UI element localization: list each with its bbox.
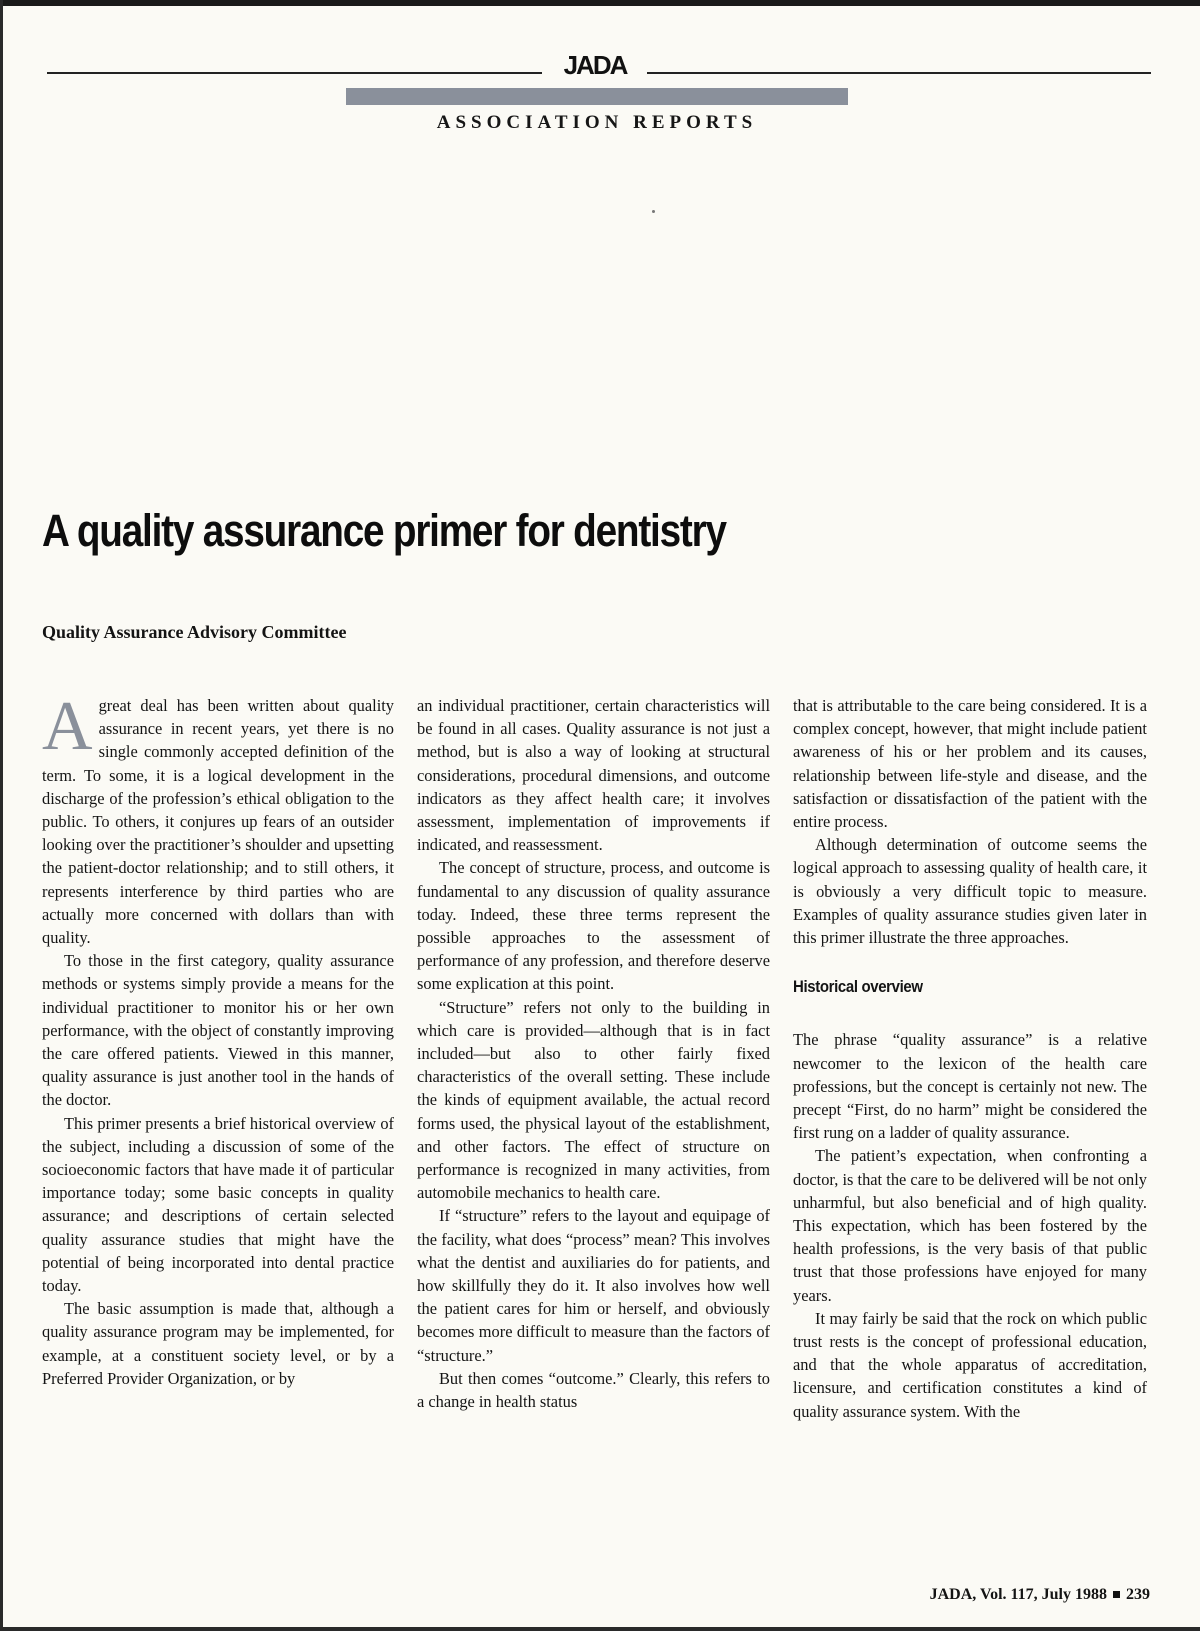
- footer-citation: JADA, Vol. 117, July 1988: [929, 1586, 1107, 1603]
- paragraph: But then comes “outcome.” Clearly, this refers to a change in health status: [417, 1368, 770, 1412]
- masthead: [47, 50, 1151, 80]
- paragraph-text: great deal has been written about quality assurance in recent years, yet there is no single commonly accepted definition of the term. To some, it is a logical development in the discharge of the profession’s ethical obligation to the public. To others, it conjures up fears of an outsider looking over the practitioner’s shoulder and upsetting the patient-doctor relationship; and to still others, it represents interference by third parties who are actually more concerned with dollars than with quality.: [42, 696, 394, 948]
- paragraph: This primer presents a brief historical overview of the subject, including a discussion of some of the socioeconomic factors that have made it of particular importance today; some basic concepts in quality assurance; and descriptions of certain selected quality assurance studies that might have the potential of being incorporated into dental practice today.: [42, 1113, 394, 1296]
- square-bullet-icon: [1113, 1591, 1120, 1598]
- masthead-rule-right: [647, 72, 1151, 74]
- paragraph: To those in the first category, quality assurance methods or systems simply provide a means for the individual practitioner to monitor his or her own performance, with the object of constantly improving the care offered patients. Viewed in this manner, quality assurance is just another tool in the hands of the doctor.: [42, 951, 394, 1110]
- paragraph: [42, 688, 394, 949]
- paragraph: “Structure” refers not only to the building in which care is provided—although that is in fact included—but also to other fairly fixed characteristics of the overall setting. These include the kinds of equipment available, the actual record forms used, the physical layout of the establishment, and other factors. The effect of structure on performance is recognized in many activities, from automobile mechanics to health care.: [417, 997, 770, 1203]
- page-number: 239: [1126, 1586, 1150, 1603]
- article-byline: Quality Assurance Advisory Committee: [42, 622, 347, 642]
- section-subhead: Historical overview: [793, 977, 923, 997]
- scan-edge-bottom: [0, 1627, 1200, 1631]
- paragraph: The concept of structure, process, and outcome is fundamental to any discussion of quality assurance today. Indeed, these three terms represent the possible approaches to the assessment of performance of any profession, and therefore deserve some explication at this point.: [417, 858, 770, 994]
- section-label: ASSOCIATION REPORTS: [436, 112, 758, 133]
- paragraph: The phrase “quality assurance” is a relative newcomer to the lexicon of the health care professions, but the concept is certainly not new. The precept “First, do no harm” might be considered the first rung on a ladder of quality assurance.: [793, 1030, 1147, 1143]
- scan-speck: [652, 210, 655, 213]
- paragraph: It may fairly be said that the rock on which public trust rests is the concept of professional education, and that the whole apparatus of accreditation, licensure, and certification constitutes a kind of quality assurance system. With the: [793, 1308, 1147, 1421]
- paragraph: Although determination of outcome seems the logical approach to assessing quality of health care, it is obviously a very difficult topic to measure. Examples of quality assurance studies given later in this primer illustrate the three approaches.: [793, 835, 1147, 948]
- column-2: [417, 694, 770, 1413]
- column-3: [793, 694, 1147, 1423]
- scan-edge-left: [0, 0, 3, 1631]
- scan-edge-top: [0, 0, 1200, 6]
- paragraph-continued: that is attributable to the care being considered. It is a complex concept, however, that might include patient awareness of his or her problem and its causes, relationship between life-style and disease, and the satisfaction or dissatisfaction of the patient with the entire process.: [793, 696, 1147, 832]
- masthead-rule-left: [47, 72, 542, 74]
- paragraph: The patient’s expectation, when confronting a doctor, is that the care to be delivered will be not only unharmful, but also beneficial and of high quality. This expectation, which has been fostered by the health professions, is the very basis of that public trust that those professions have enjoyed for many years.: [793, 1146, 1147, 1305]
- journal-logo: JADA: [563, 50, 627, 80]
- section-bar: [346, 88, 848, 105]
- page-footer: [890, 1586, 1150, 1604]
- paragraph-continued: an individual practitioner, certain characteristics will be found in all cases. Quality assurance is not just a method, but is also a way of looking at structural considerations, procedural dimensions, and outcome indicators as they affect health care; it involves assessment, implementation of improvements if indicated, and reassessment.: [417, 696, 770, 855]
- paragraph: The basic assumption is made that, although a quality assurance program may be implemented, for example, at a constituent society level, or by a Preferred Provider Organization, or by: [42, 1299, 394, 1388]
- article-title: A quality assurance primer for dentistry: [42, 505, 726, 556]
- paragraph: If “structure” refers to the layout and equipage of the facility, what does “process” mean? This involves what the dentist and auxiliaries do for patients, and how skillfully they do it. It also involves how well the patient cares for him or herself, and obviously becomes more difficult to measure than the factors of “structure.”: [417, 1206, 770, 1365]
- drop-cap: A: [42, 688, 93, 765]
- column-1: [42, 688, 394, 1390]
